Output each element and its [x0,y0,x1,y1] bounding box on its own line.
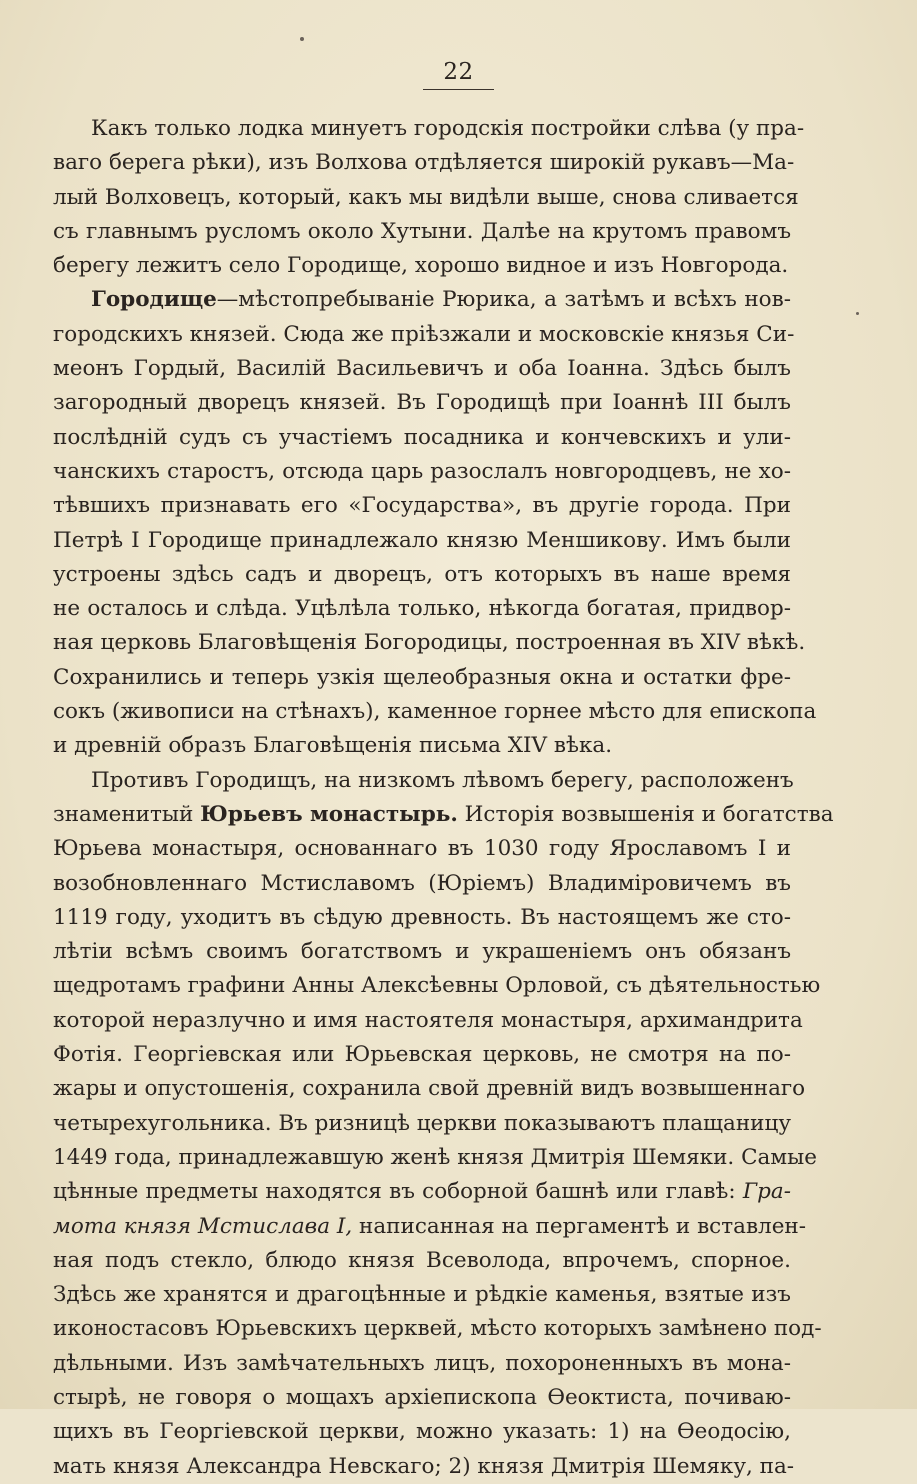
text-line [53,455,791,489]
text-run: лѣтіи всѣмъ своимъ богатствомъ и украшеніемъ онъ обязанъ [53,939,791,965]
text-line [53,1450,795,1484]
text-run: 1119 году, уходитъ въ сѣдую древность. Въ настоящемъ же сто- [53,904,791,930]
text-run: Сохранились и теперь узкія щелеобразныя окна и остатки фре- [53,664,791,690]
text-run: цѣнные предметы находятся въ соборной башнѣ или главѣ: [53,1179,743,1205]
text-line [53,867,791,901]
text-run: иконостасовъ Юрьевскихъ церквей, мѣсто которыхъ замѣнено под- [53,1316,822,1342]
text-line [53,592,791,626]
text-run: Юрьева монастыря, основаннаго въ 1030 году Ярославомъ I и [53,836,791,862]
text-run: возобновленнаго Мстиславомъ (Юріемъ) Владиміровичемъ въ [53,870,791,896]
text-run: щедротамъ графини Анны Алексѣевны Орловой, съ дѣятельностью [53,973,821,999]
text-line [53,1107,791,1141]
text-line [53,1244,791,1278]
text-run: 1449 года, принадлежавшую женѣ князя Дмитрія Шемяки. Самые [53,1144,817,1170]
text-line [53,935,791,969]
text-line [53,421,791,455]
italic-term: мота князя Мстислава I, [53,1213,353,1239]
text-line [53,1278,791,1312]
text-run: съ главнымъ русломъ около Хутыни. Далѣе на крутомъ правомъ [53,218,791,244]
text-line [53,215,791,249]
text-run: тѣвшихъ признавать его «Государства», въ другіе города. При [53,493,791,519]
text-run: чанскихъ старостъ, отсюда царь разослалъ новгородцевъ, не хо- [53,458,791,484]
text-run: устроены здѣсь садъ и дворецъ, отъ которыхъ въ наше время [53,561,791,587]
text-run: мать князя Александра Невскаго; 2) князя Дмитрія Шемяку, па- [53,1453,795,1479]
text-run: Петрѣ I Городище принадлежало князю Меншикову. Имъ были [53,527,791,553]
text-line [53,626,806,660]
bold-term: Юрьевъ монастырь. [200,801,458,827]
text-run: которой неразлучно и имя настоятеля монастыря, архимандрита [53,1007,803,1033]
text-run: ная подъ стекло, блюдо князя Всеволода, впрочемъ, спорное. [53,1247,791,1273]
text-line [53,1210,807,1244]
text-run: жары и опустошенія, сохранила свой древній видъ возвышеннаго [53,1076,806,1102]
text-run: не осталось и слѣда. Уцѣлѣла только, нѣкогда богатая, придвор- [53,596,791,622]
text-line [53,318,795,352]
text-run: Противъ Городищъ, на низкомъ лѣвомъ берегу, расположенъ [91,767,794,793]
italic-term: Гра- [742,1179,791,1205]
text-run: написанная на пергаментѣ и вставлен- [352,1213,807,1239]
text-run: щихъ въ Георгіевской церкви, можно указать: 1) на Ѳеодосію, [53,1419,791,1445]
text-line [53,352,791,386]
bold-term: Городище [91,287,217,313]
text-run: знаменитый [53,801,201,827]
text-run: городскихъ князей. Сюда же пріѣзжали и московскіе князья Си- [53,321,795,347]
text-line [53,1415,791,1449]
page-number: 22 [423,58,493,90]
text-line [53,1038,791,1072]
text-line [53,558,791,592]
text-line [53,249,791,283]
text-run: загородный дворецъ князей. Въ Городищѣ при Іоаннѣ III былъ [53,390,791,416]
text-line [53,1072,806,1106]
text-run: Какъ только лодка минуетъ городскія постройки слѣва (у пра- [91,116,805,141]
text-line [53,283,791,317]
text-run: Исторія возвышенія и богатства [457,801,834,827]
print-speck [856,312,859,315]
text-line [53,901,791,935]
text-line [53,146,795,180]
text-run: ная церковь Благовѣщенія Богородицы, построенная въ XIV вѣкѣ. [53,630,806,656]
text-line [53,695,817,729]
text-line [53,832,791,866]
text-line [53,489,791,523]
text-run: дѣльными. Изъ замѣчательныхъ лицъ, похороненныхъ въ мона- [53,1350,791,1376]
text-run: лый Волховецъ, который, какъ мы видѣли выше, снова сливается [53,184,799,210]
text-line [53,181,799,215]
body-text [53,112,834,1484]
text-line [53,764,794,798]
page-header [0,58,917,90]
text-run: ваго берега рѣки), изъ Волхова отдѣляется широкій рукавъ—Ма- [53,150,795,176]
text-run: берегу лежитъ село Городище, хорошо видное и изъ Новгорода. [53,253,789,279]
text-line [53,1347,791,1381]
text-run: сокъ (живописи на стѣнахъ), каменное горнее мѣсто для епископа [53,699,817,725]
text-line [53,1141,817,1175]
text-run: послѣдній судъ съ участіемъ посадника и кончевскихъ и ули- [53,424,791,450]
text-run: меонъ Гордый, Василій Васильевичъ и оба Іоанна. Здѣсь былъ [53,356,791,382]
text-line [53,1004,803,1038]
text-line [53,969,821,1003]
text-line [53,524,791,558]
text-run: Фотія. Георгіевская или Юрьевская церковь, не смотря на по- [53,1042,791,1068]
text-line [53,1381,791,1415]
text-line [53,798,834,832]
text-run: —мѣстопребываніе Рюрика, а затѣмъ и всѣхъ нов- [216,287,791,313]
text-line [53,661,791,695]
text-run: и древній образъ Благовѣщенія письма XIV вѣка. [53,733,613,759]
print-speck [300,37,304,41]
text-line [53,386,791,420]
text-line [53,729,791,763]
text-run: Здѣсь же хранятся и драгоцѣнные и рѣдкіе каменья, взятые изъ [53,1282,791,1308]
text-line [53,1312,822,1346]
text-line [53,1175,791,1209]
text-line [53,112,805,146]
text-run: стырѣ, не говоря о мощахъ архіепископа Ѳеоктиста, почиваю- [53,1384,791,1410]
text-run: четырехугольника. Въ ризницѣ церкви показываютъ плащаницу [53,1110,791,1136]
